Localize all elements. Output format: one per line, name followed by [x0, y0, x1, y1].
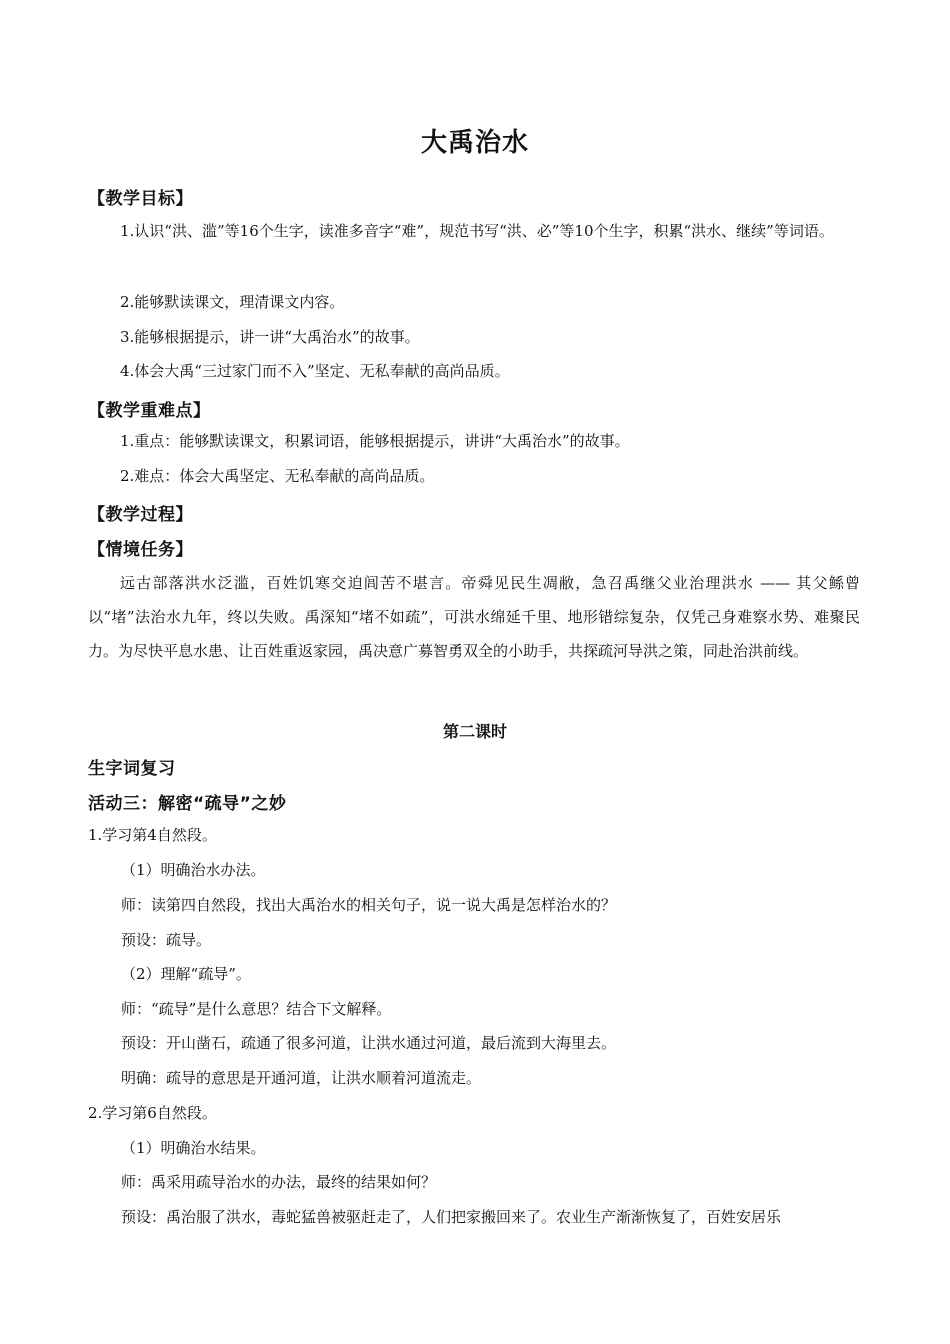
activity-subpoint: （1）明确治水办法。 — [121, 861, 266, 879]
goal-item-1: 1.认识“洪、滥”等16个生字，读准多音字“难”，规范书写“洪、必”等10个生字，积累“洪水、继续”等词语。 — [120, 222, 834, 240]
situation-paragraph: 远古部落洪水泛滥，百姓饥寒交迫闾苦不堪言。帝舜见民生凋敝，急召禹继父业治理洪水 —— 其父鲧曾以“堵”法治水九年，终以失败。禹深知“堵不如疏”，可洪水绵延千里、地形错综复杂，仅凭己身难察水势、难聚民力。为尽快平息水患、让百姓重返家园，禹决意广募智勇双全的小助手，共探疏河导洪之策，同赴治洪前线。 — [88, 574, 860, 660]
goal-item-3: 3.能够根据提示，讲一讲“大禹治水”的故事。 — [120, 328, 420, 346]
preset-answer: 预设：疏导。 — [121, 931, 212, 949]
activity-step-2: 2.学习第6自然段。 — [88, 1104, 217, 1122]
activity-step-1: 1.学习第4自然段。 — [88, 826, 217, 844]
key-point-1: 1.重点：能够默读课文，积累词语，能够根据提示，讲讲“大禹治水”的故事。 — [120, 432, 630, 450]
preset-answer: 预设：禹治服了洪水，毒蛇猛兽被驱赶走了，人们把家搬回来了。农业生产渐渐恢复了，百姓安居乐 — [121, 1208, 782, 1226]
activity-subpoint: （2）理解“疏导”。 — [121, 965, 251, 983]
teacher-question: 师：禹采用疏导治水的办法，最终的结果如何？ — [121, 1173, 437, 1191]
key-points-heading: 【教学重难点】 — [88, 401, 211, 421]
activity-subpoint: （1）明确治水结果。 — [121, 1139, 266, 1157]
activity-heading: 活动三：解密“疏导”之妙 — [88, 794, 287, 814]
goals-heading: 【教学目标】 — [88, 189, 193, 209]
process-heading: 【教学过程】 — [88, 505, 193, 525]
lesson-title: 第二课时 — [442, 722, 507, 741]
teacher-question: 师：“疏导”是什么意思？结合下文解释。 — [121, 1000, 392, 1018]
situation-heading: 【情境任务】 — [88, 540, 193, 560]
goal-item-2: 2.能够默读课文，理清课文内容。 — [120, 293, 345, 311]
key-point-2: 2.难点：体会大禹坚定、无私奉献的高尚品质。 — [120, 467, 435, 485]
document-title: 大禹治水 — [420, 128, 529, 158]
clarification: 明确：疏导的意思是开通河道，让洪水顺着河道流走。 — [121, 1069, 482, 1087]
review-heading: 生字词复习 — [88, 759, 176, 779]
preset-answer: 预设：开山凿石，疏通了很多河道，让洪水通过河道，最后流到大海里去。 — [121, 1034, 617, 1052]
teacher-question: 师：读第四自然段，找出大禹治水的相关句子，说一说大禹是怎样治水的？ — [121, 896, 617, 914]
goal-item-4: 4.体会大禹“三过家门而不入”坚定、无私奉献的高尚品质。 — [120, 362, 510, 380]
